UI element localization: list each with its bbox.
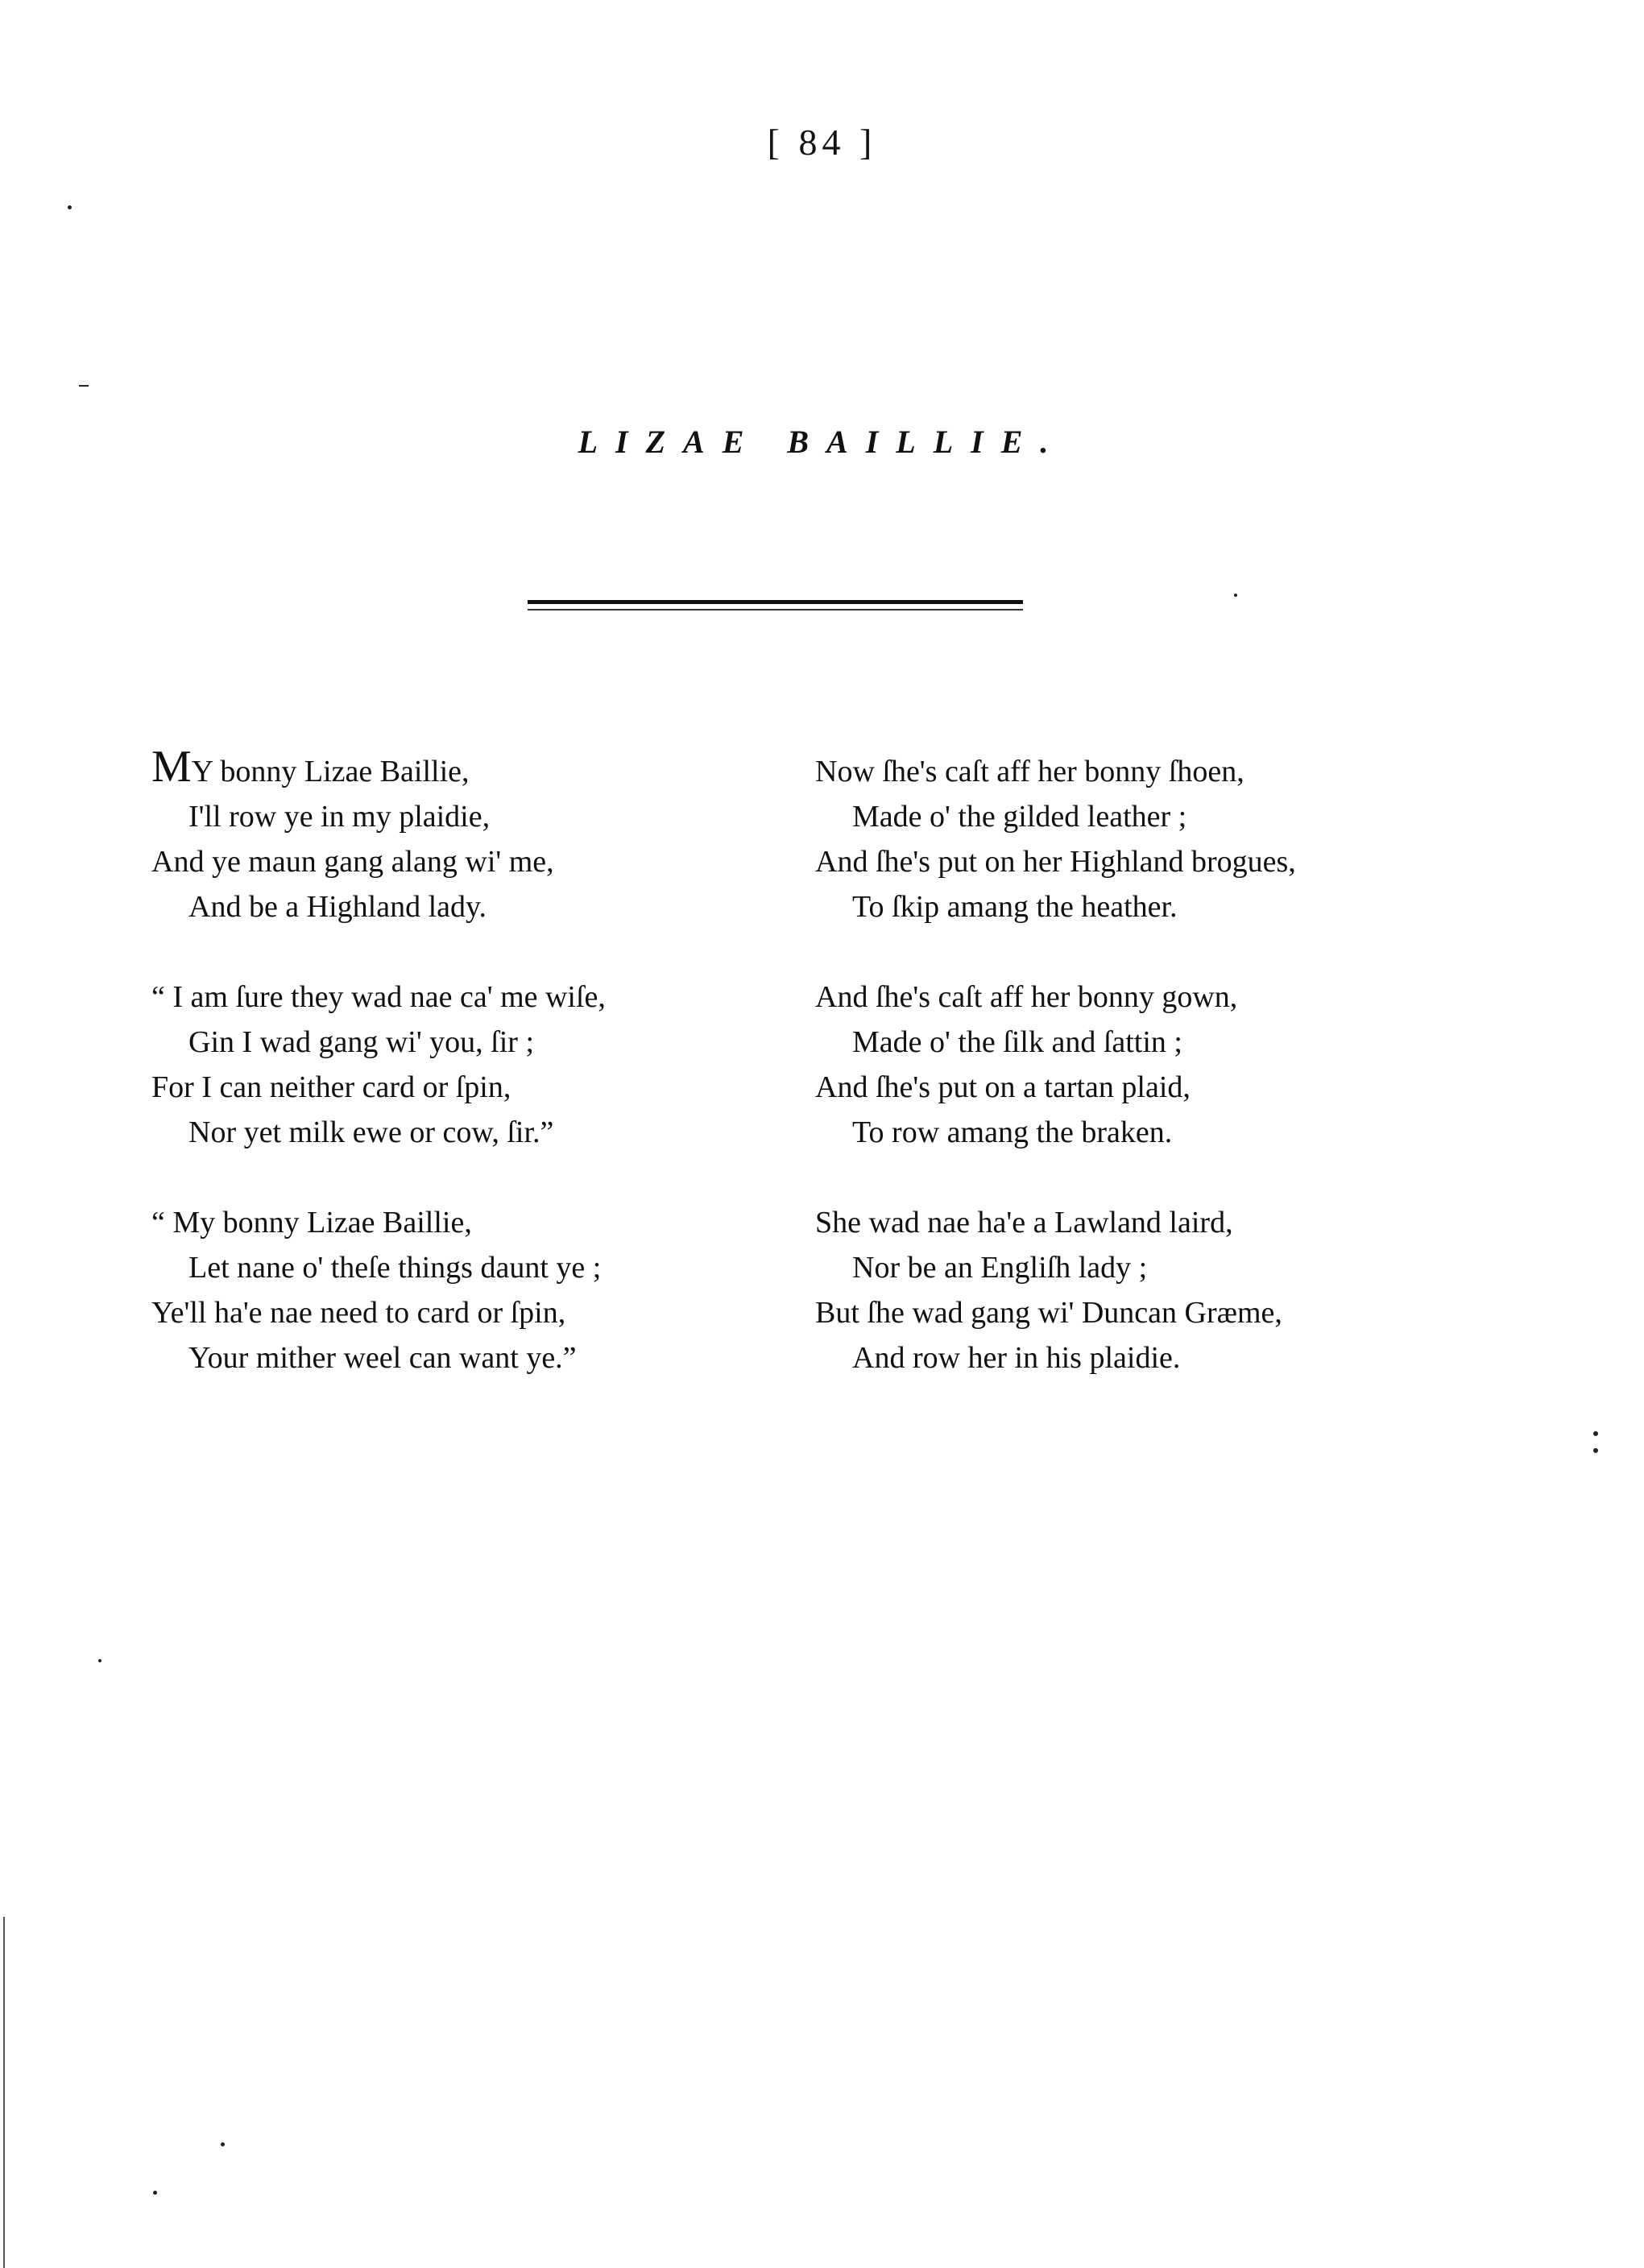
- scan-speck: [153, 2191, 157, 2195]
- drop-capital: M: [151, 742, 192, 792]
- verse-line: Made o' the ſilk and ſattin ;: [852, 1025, 1182, 1059]
- verse-line: And row her in his plaidie.: [852, 1341, 1181, 1375]
- verse-line: Gin I wad gang wi' you, ſir ;: [188, 1025, 535, 1059]
- verse-line: To row amang the braken.: [852, 1115, 1173, 1149]
- verse-line: And ſhe's caſt aff her bonny gown,: [815, 980, 1238, 1014]
- stanza-3: [151, 1200, 796, 1380]
- verse-line: To ſkip amang the heather.: [852, 890, 1178, 924]
- verse-line: Let nane o' theſe things daunt ye ;: [188, 1251, 602, 1285]
- scan-speck: [79, 385, 89, 387]
- scan-speck: [221, 2142, 225, 2146]
- verse-line: And ſhe's put on a tartan plaid,: [815, 1070, 1191, 1104]
- scan-speck: [98, 1659, 101, 1662]
- verse-line: She wad nae ha'e a Lawland laird,: [815, 1206, 1233, 1240]
- verse-line: But ſhe wad gang wi' Duncan Græme,: [815, 1296, 1282, 1330]
- stanza-1: [151, 742, 796, 929]
- verse-line: Ye'll ha'e nae need to card or ſpin,: [151, 1296, 566, 1330]
- verse-line: And be a Highland lady.: [188, 890, 487, 924]
- verse-line: “ I am ſure they wad nae ca' me wiſe,: [151, 980, 606, 1014]
- verse-line: I'll row ye in my plaidie,: [188, 800, 491, 834]
- verse-line: “ My bonny Lizae Baillie,: [151, 1206, 472, 1240]
- verse-line: MY bonny Lizae Baillie,: [151, 742, 470, 792]
- verse-line: And ſhe's put on her Highland brogues,: [815, 845, 1296, 879]
- verse-line: Nor yet milk ewe or cow, ſir.”: [188, 1115, 554, 1149]
- page-number: [ 84 ]: [767, 122, 877, 163]
- scan-edge: [3, 1917, 5, 2268]
- title-rule-thick: [528, 600, 1023, 604]
- scan-speck: [1234, 594, 1237, 597]
- stanza-4: [815, 749, 1460, 929]
- verse-line: Your mither weel can want ye.”: [188, 1341, 577, 1375]
- stanza-5: [815, 975, 1460, 1155]
- verse-line: For I can neither card or ſpin,: [151, 1070, 511, 1104]
- scan-speck: [1593, 1448, 1598, 1453]
- scan-speck: [68, 205, 72, 209]
- verse-line: Now ſhe's caſt aff her bonny ſhoen,: [815, 755, 1244, 788]
- verse-line: Nor be an Engliſh lady ;: [852, 1251, 1148, 1285]
- title-rule-thin: [528, 609, 1023, 610]
- poem-right-column: [815, 749, 1460, 1426]
- stanza-2: [151, 975, 796, 1155]
- stanza-6: [815, 1200, 1460, 1380]
- verse-line: And ye maun gang alang wi' me,: [151, 845, 554, 879]
- scan-speck: [1593, 1431, 1598, 1436]
- poem-title: LIZAE BAILLIE.: [578, 424, 1066, 460]
- poem-left-column: [151, 742, 796, 1426]
- verse-line: Made o' the gilded leather ;: [852, 800, 1187, 834]
